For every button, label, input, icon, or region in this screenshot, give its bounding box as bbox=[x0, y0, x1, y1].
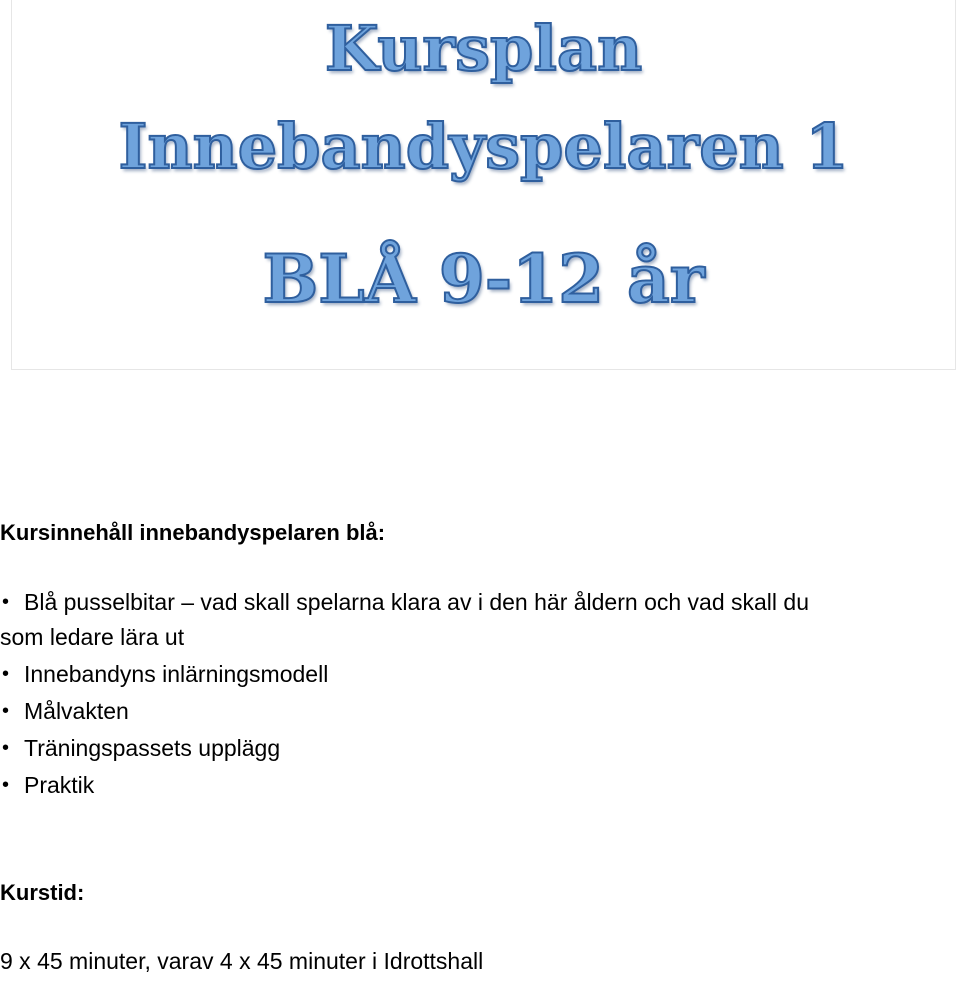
list-item-text: Innebandyns inlärningsmodell bbox=[24, 661, 329, 687]
list-item bbox=[0, 584, 960, 656]
bullet-icon: • bbox=[2, 700, 10, 722]
title-course-name: Innebandyspelaren 1 bbox=[118, 110, 849, 183]
list-item bbox=[0, 730, 960, 767]
content-list bbox=[0, 584, 960, 804]
course-time-text: 9 x 45 minuter, varav 4 x 45 minuter i Idrottshall bbox=[0, 948, 484, 974]
list-item bbox=[0, 767, 960, 804]
list-item-text: Målvakten bbox=[24, 698, 129, 724]
bullet-icon: • bbox=[2, 774, 10, 796]
list-item-text: Träningspassets upplägg bbox=[24, 735, 281, 761]
content-heading: Kursinnehåll innebandyspelaren blå: bbox=[0, 520, 386, 545]
course-time-heading: Kurstid: bbox=[0, 880, 85, 905]
bullet-icon: • bbox=[2, 663, 10, 685]
title-level-age: BLÅ 9-12 år bbox=[262, 240, 705, 318]
bullet-icon: • bbox=[2, 591, 10, 613]
list-item bbox=[0, 693, 960, 730]
title-box bbox=[11, 0, 956, 370]
list-item-text: Blå pusselbitar – vad skall spelarna klara av i den här åldern och vad skall du bbox=[24, 589, 809, 615]
list-item bbox=[0, 656, 960, 693]
list-item-text-continued: som ledare lära ut bbox=[0, 624, 185, 650]
bullet-icon: • bbox=[2, 737, 10, 759]
title-kursplan: Kursplan bbox=[324, 12, 643, 85]
list-item-text: Praktik bbox=[24, 772, 95, 798]
